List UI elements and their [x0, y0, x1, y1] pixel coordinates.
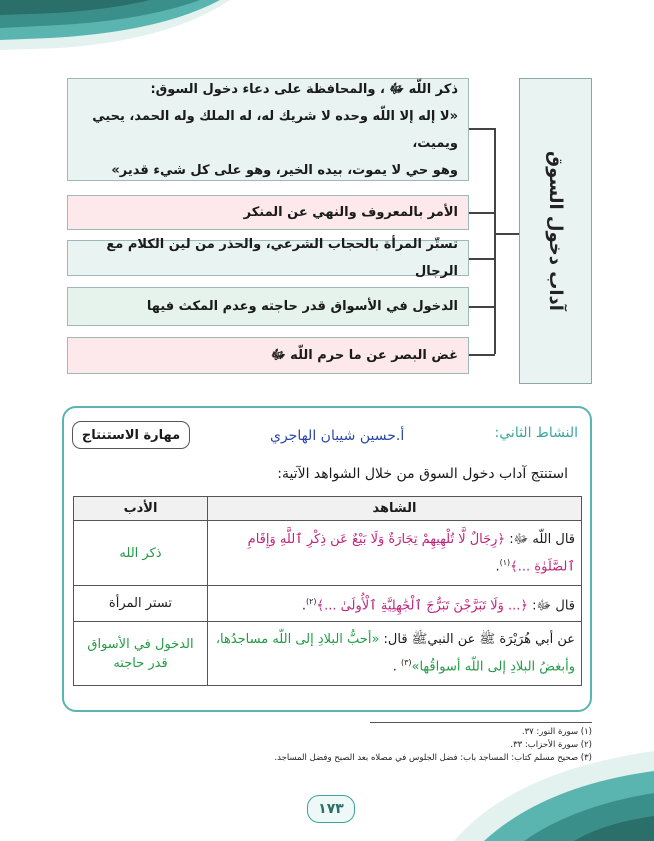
header-witness: الشاهد: [208, 497, 582, 521]
witness-table: [73, 496, 582, 686]
connector-branch: [469, 258, 495, 260]
table-row: [74, 586, 582, 622]
witness-prefix: قال اللّه ﷻ:: [505, 531, 575, 547]
mindmap-item: [67, 337, 469, 374]
footnote-ref: (٢): [305, 596, 317, 606]
footnote-ref: (٣): [400, 658, 412, 668]
witness-prefix: قال ﷻ:: [528, 598, 575, 614]
connector-branch: [469, 212, 495, 214]
item-text: الدخول في الأسواق قدر حاجته وعدم المكث فيها: [146, 299, 458, 314]
item-line: ذكر اللّه ﷻ ، والمحافظة على دعاء دخول السوق:: [150, 81, 458, 97]
connector-spine: [494, 128, 496, 354]
witness-suffix: .: [301, 598, 306, 614]
connector-branch: [469, 354, 495, 356]
mindmap-item: [67, 287, 469, 326]
activity-instruction: استنتج آداب دخول السوق من خلال الشواهد الآتية:: [277, 466, 568, 482]
item-line: وهو حي لا يموت، بيده الخير، وهو على كل شيء قدير»: [111, 162, 458, 178]
item-text: تستّر المرأة بالحجاب الشرعي، والحذر من لين الكلام مع الرجال: [106, 237, 458, 279]
connector-branch: [469, 306, 495, 308]
page-number: ١٧٣: [307, 795, 355, 823]
footnote-separator: [370, 722, 592, 723]
activity-author: أ.حسين شيبان الهاجري: [270, 428, 405, 444]
answer-cell[interactable]: ذكر الله: [74, 521, 208, 586]
activity-label: النشاط الثاني:: [494, 425, 578, 441]
item-text: غض البصر عن ما حرم اللّه ﷻ: [270, 348, 458, 363]
hadith-quote: «أحبُّ البلادِ إلى اللّه مساجدُها، وأبغضُ البلادِ إلى اللّه أسواقُها»: [215, 632, 575, 675]
footnote: (١) سورة النور: ٣٧.: [521, 727, 592, 737]
footnote: (٣) صحيح مسلم كتاب: المساجد باب: فضل الجلوس في مصلاه بعد الصبح وفضل المساجد.: [274, 753, 592, 763]
answer-cell[interactable]: الدخول في الأسواق قدر حاجته: [74, 622, 208, 686]
witness-suffix: .: [392, 659, 401, 675]
mindmap-item: [67, 195, 469, 230]
table-header-row: [74, 497, 582, 521]
table-row: [74, 521, 582, 586]
header-etiquette: الأدب: [74, 497, 208, 521]
answer-cell[interactable]: تستر المرأة: [74, 586, 208, 622]
corner-decoration-top: [0, 0, 230, 60]
witness-cell: [208, 586, 582, 622]
footnote-ref: (١): [499, 557, 511, 567]
footnote: (٢) سورة الأحزاب: ٣٣.: [510, 740, 592, 750]
item-line: «لا إله إلا اللّه وحده لا شريك له، له الملك وله الحمد، يحيي ويميت،: [92, 108, 458, 151]
witness-suffix: .: [495, 559, 500, 575]
central-topic-box: [519, 78, 592, 384]
connector-trunk: [494, 233, 519, 235]
connector-branch: [469, 128, 495, 130]
item-text: الأمر بالمعروف والنهي عن المنكر: [243, 205, 458, 220]
skill-badge: مهارة الاستنتاج: [72, 421, 190, 449]
table-row: [74, 622, 582, 686]
mindmap-item: [67, 237, 469, 279]
witness-prefix: عن أبي هُرَيْرَة ﷺ عن النبيﷺ قال:: [379, 632, 575, 648]
central-topic-title: آداب دخول السوق: [545, 151, 566, 311]
witness-cell: [208, 622, 582, 686]
witness-cell: [208, 521, 582, 586]
mindmap-item: [67, 78, 469, 181]
quran-quote: ﴿رِجَالٌ لَّا تُلْهِيهِمْ تِجَارَةٌ وَلَا بَيْعٌ عَن ذِكْرِ ٱللَّهِ وَإِقَامِ ٱلصَّلَوٰةِ ...﴾: [247, 531, 575, 575]
quran-quote: ﴿... وَلَا تَبَرَّجْنَ تَبَرُّجَ ٱلْجَٰهِلِيَّةِ ٱلْأُولَىٰ ...﴾: [316, 598, 529, 614]
